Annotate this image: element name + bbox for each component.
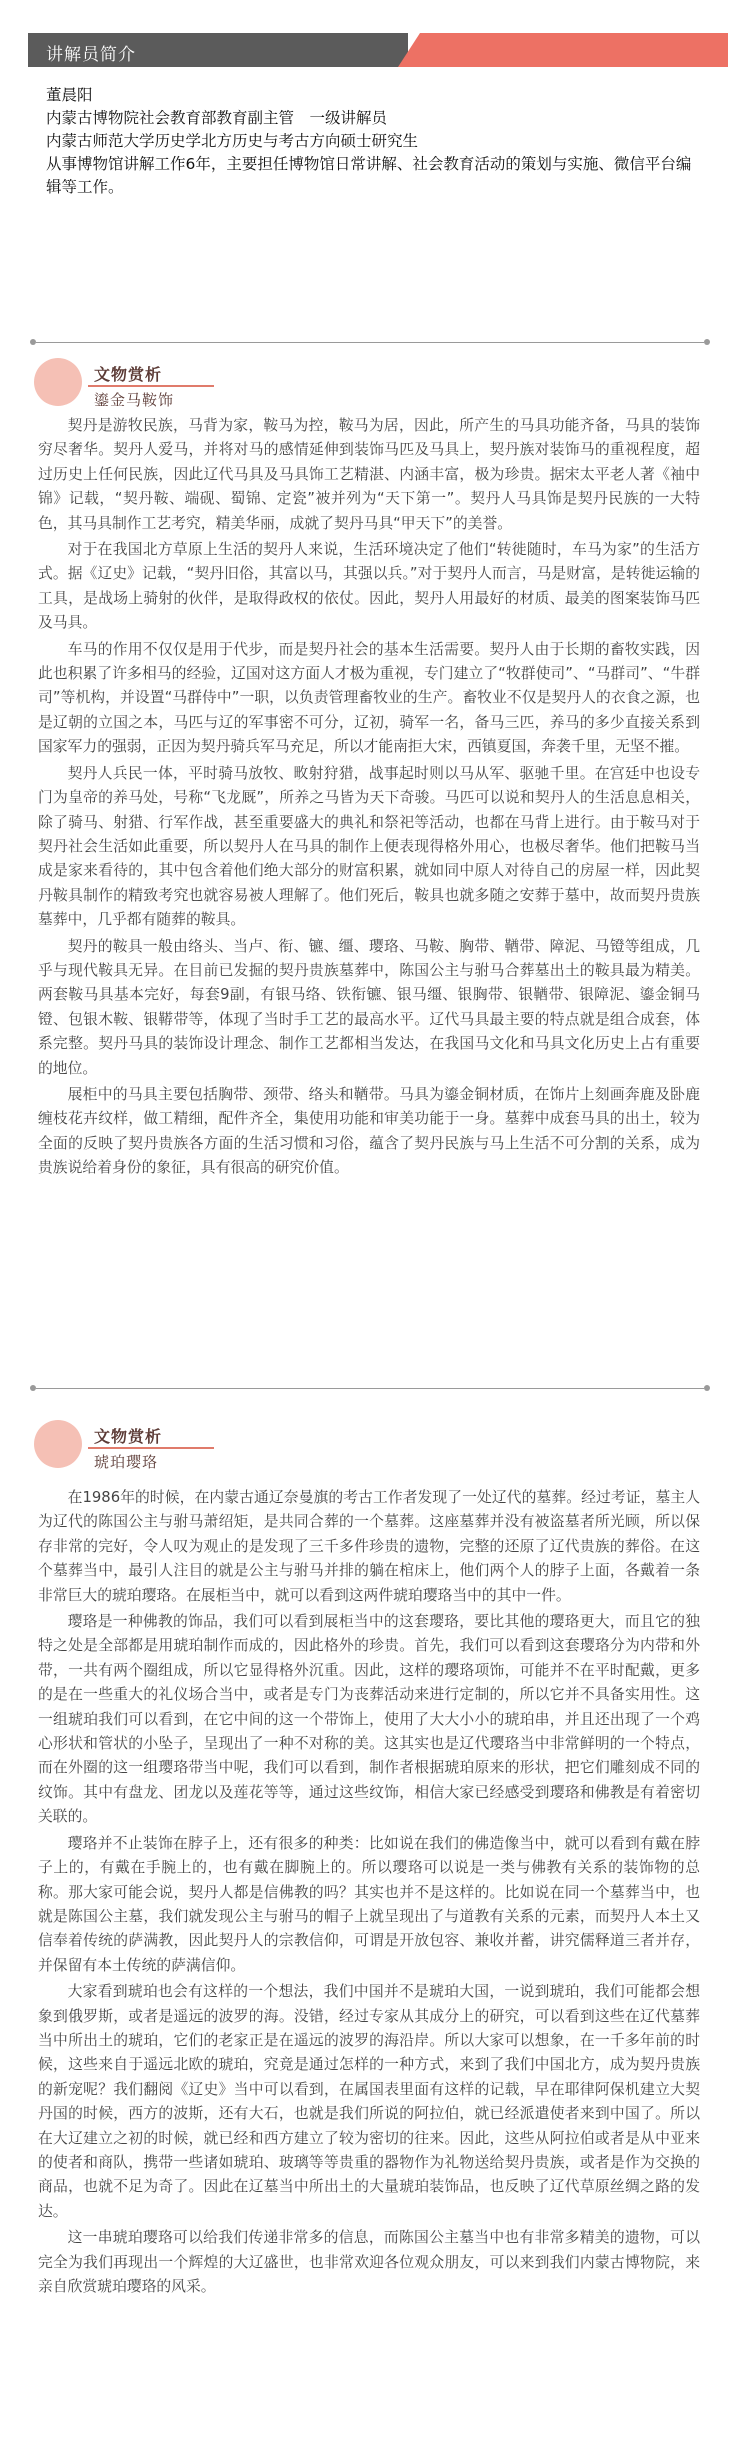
artifact-section-header bbox=[34, 358, 274, 418]
article-paragraph: 车马的作用不仅仅是用于代步，而是契丹社会的基本生活需要。契丹人由于长期的畜牧实践，因此也积累了许多相马的经验，辽国对这方面人才极为重视，专门建立了“牧群使司”、“马群司”、“牛群司”等机构，并设置“马群侍中”一职，以负责管理畜牧业的生产。畜牧业不仅是契丹人的衣食之源，也是辽朝的立国之本，马匹与辽的军事密不可分，辽初，骑军一名，备马三匹，养马的多少直接关系到国家军力的强弱，正因为契丹骑兵军马充足，所以才能南拒大宋，西镇夏国，奔袭千里，无坚不摧。 bbox=[38, 640, 700, 756]
article-paragraph: 对于在我国北方草原上生活的契丹人来说，生活环境决定了他们“转徙随时，车马为家”的生活方式。据《辽史》记载，“契丹旧俗，其富以马，其强以兵。”对于契丹人而言，马是财富，是转徙运输的工具，是战场上骑射的伙伴，是取得政权的依仗。因此，契丹人用最好的材质、最美的图案装饰马匹及马具。 bbox=[38, 541, 700, 632]
header-circle-decoration bbox=[34, 358, 82, 406]
divider-dot-left bbox=[30, 1385, 36, 1391]
artifact-section-header bbox=[34, 1420, 274, 1480]
article-paragraph: 契丹人兵民一体，平时骑马放牧、畋射狩猎，战事起时则以马从军、驱驰千里。在宫廷中也设专门为皇帝的养马处，号称“飞龙厩”，所养之马皆为天下奇骏。马匹可以说和契丹人的生活息息相关，除了骑马、射猎、行军作战，甚至重要盛大的典礼和祭祀等活动，也都在马背上进行。由于鞍马对于契丹社会生活如此重要，所以契丹人在马具的制作上便表现得格外用心，也极尽奢华。他们把鞍马当成是家来看待的，其中包含着他们绝大部分的财富积累，就如同中原人对待自己的房屋一样，因此契丹鞍具制作的精致考究也就容易被人理解了。他们死后，鞍具也就多随之安葬于墓中，故而契丹贵族墓葬中，几乎都有随葬的鞍具。 bbox=[38, 764, 700, 929]
divider-dot-right bbox=[704, 1385, 710, 1391]
divider-dot-right bbox=[704, 339, 710, 345]
section-title: 讲解员简介 bbox=[46, 45, 136, 65]
article-paragraph: 璎珞是一种佛教的饰品，我们可以看到展柜当中的这套璎珞，要比其他的璎珞更大，而且它的独特之处是全部都是用琥珀制作而成的，因此格外的珍贵。首先，我们可以看到这套璎珞分为内带和外带，一共有两个圈组成，所以它显得格外沉重。因此，这样的璎珞项饰，可能并不在平时配戴，更多的是在一些重大的礼仪场合当中，或者是专门为丧葬活动来进行定制的，所以它并不具备实用性。这一组琥珀我们可以看到，在它中间的这一个带饰上，使用了大大小小的琥珀串，并且还出现了一个鸡心形状和管状的小坠子，呈现出了一种不对称的美。这其实也是辽代璎珞当中非常鲜明的一个特点，而在外圈的这一组璎珞带当中呢，我们可以看到，制作者根据琥珀原来的形状，把它们雕刻成不同的纹饰。其中有盘龙、团龙以及莲花等等，通过这些纹饰，相信大家已经感受到璎珞和佛教是有着密切关联的。 bbox=[38, 1613, 700, 1826]
section-category: 文物赏析 bbox=[94, 1427, 163, 1446]
section-divider bbox=[30, 338, 710, 348]
article-paragraph: 契丹的鞍具一般由络头、当卢、衔、镳、缰、璎珞、马鞍、胸带、鞧带、障泥、马镫等组成，几乎与现代鞍具无异。在目前已发掘的契丹贵族墓葬中，陈国公主与驸马合葬墓出土的鞍具最为精美。两套鞍马具基本完好，每套9副，有银马络、铁衔镳、银马缰、银胸带、银鞧带、银障泥、鎏金铜马镫、包银木鞍、银鞯带等，体现了当时手工艺的最高水平。辽代马具最主要的特点就是组合成套，体系完整。契丹马具的装饰设计理念、制作工艺都相当发达，在我国马文化和马具文化历史上占有重要的地位。 bbox=[38, 937, 700, 1077]
presenter-name: 董晨阳 bbox=[46, 86, 93, 104]
article-paragraph: 在1986年的时候，在内蒙古通辽奈曼旗的考古工作者发现了一处辽代的墓葬。经过考证，墓主人为辽代的陈国公主与驸马萧绍矩，是共同合葬的一个墓葬。这座墓葬并没有被盗墓者所光顾，所以保存非常的完好，令人叹为观止的是发现了三千多件珍贵的遗物，完整的还原了辽代贵族的葬俗。在这个墓葬当中，最引人注目的就是公主与驸马并排的躺在棺床上，他们两个人的脖子上面，各戴着一条非常巨大的琥珀璎珞。在展柜当中，就可以看到这两件琥珀璎珞当中的其中一件。 bbox=[38, 1489, 700, 1604]
divider-line bbox=[36, 1388, 704, 1389]
section-header-bar bbox=[28, 33, 728, 67]
header-underline bbox=[88, 1447, 214, 1449]
divider-dot-left bbox=[30, 339, 36, 345]
header-circle-decoration bbox=[34, 1420, 82, 1468]
article-amber bbox=[38, 1486, 700, 2301]
article-paragraph: 大家看到琥珀也会有这样的一个想法，我们中国并不是琥珀大国，一说到琥珀，我们可能都会想象到俄罗斯，或者是遥远的波罗的海。没错，经过专家从其成分上的研究，可以看到这些在辽代墓葬当中所出土的琥珀，它们的老家正是在遥远的波罗的海沿岸。所以大家可以想象，在一千多年前的时候，这些来自于遥远北欧的琥珀，究竟是通过怎样的一种方式，来到了我们中国北方，成为契丹贵族的新宠呢？我们翻阅《辽史》当中可以看到，在属国表里面有这样的记载，早在耶律阿保机建立大契丹国的时候，西方的波斯，还有大石，也就是我们所说的阿拉伯，就已经派遣使者来到中国了。所以在大辽建立之初的时候，就已经和西方建立了较为密切的往来。因此，这些从阿拉伯或者是从中亚来的使者和商队，携带一些诸如琥珀、玻璃等等贵重的器物作为礼物送给契丹贵族，或者是作为交换的商品，也就不足为奇了。因此在辽墓当中所出土的大量琥珀装饰品，也反映了辽代草原丝绸之路的发达。 bbox=[38, 1983, 700, 2220]
header-underline bbox=[88, 385, 214, 387]
presenter-education: 内蒙古师范大学历史学北方历史与考古方向硕士研究生 bbox=[46, 132, 419, 150]
presenter-intro bbox=[46, 84, 696, 199]
section-divider bbox=[30, 1384, 710, 1394]
header-bar-accent bbox=[398, 33, 728, 67]
presenter-position: 内蒙古博物院社会教育部教育副主管 一级讲解员 bbox=[46, 109, 388, 127]
article-paragraph: 璎珞并不止装饰在脖子上，还有很多的种类：比如说在我们的佛造像当中，就可以看到有戴在脖子上的，有戴在手腕上的，也有戴在脚腕上的。所以璎珞可以说是一类与佛教有关系的装饰物的总称。那大家可能会说，契丹人都是信佛教的吗？其实也并不是这样的。比如说在同一个墓葬当中，也就是陈国公主墓，我们就发现公主与驸马的帽子上就呈现出了与道教有关系的元素，而契丹人本土又信奉着传统的萨满教，因此契丹人的宗教信仰，可谓是开放包容、兼收并蓄，讲究儒释道三者并存，并保留有本土传统的萨满信仰。 bbox=[38, 1834, 700, 1974]
article-paragraph: 契丹是游牧民族，马背为家，鞍马为控，鞍马为居，因此，所产生的马具功能齐备，马具的装饰穷尽奢华。契丹人爱马，并将对马的感情延伸到装饰马匹及马具上，契丹族对装饰马的重视程度，超过历史上任何民族，因此辽代马具及马具饰工艺精湛、内涵丰富，极为珍贵。据宋太平老人著《袖中锦》记载，“契丹鞍、端砚、蜀锦、定瓷”被并列为“天下第一”。契丹人马具饰是契丹民族的一大特色，其马具制作工艺考究，精美华丽，成就了契丹马具“甲天下”的美誉。 bbox=[38, 417, 700, 532]
artifact-name: 鎏金马鞍饰 bbox=[94, 391, 175, 409]
section-category: 文物赏析 bbox=[94, 365, 163, 384]
article-paragraph: 这一串琥珀璎珞可以给我们传递非常多的信息，而陈国公主墓当中也有非常多精美的遗物，可以完全为我们再现出一个辉煌的大辽盛世，也非常欢迎各位观众朋友，可以来到我们内蒙古博物院，来亲自欣赏琥珀璎珞的风采。 bbox=[38, 2229, 700, 2295]
divider-line bbox=[36, 342, 704, 343]
artifact-name: 琥珀璎珞 bbox=[94, 1453, 159, 1471]
article-saddle bbox=[38, 414, 700, 1183]
presenter-experience: 从事博物馆讲解工作6年，主要担任博物馆日常讲解、社会教育活动的策划与实施、微信平台编辑等工作。 bbox=[46, 155, 692, 196]
article-paragraph: 展柜中的马具主要包括胸带、颈带、络头和鞧带。马具为鎏金铜材质，在饰片上刻画奔鹿及卧鹿缠枝花卉纹样，做工精细，配件齐全，集使用功能和审美功能于一身。墓葬中成套马具的出土，较为全面的反映了契丹贵族各方面的生活习惯和习俗，蕴含了契丹民族与马上生活不可分割的关系，成为贵族说给着身份的象征，具有很高的研究价值。 bbox=[38, 1085, 700, 1177]
